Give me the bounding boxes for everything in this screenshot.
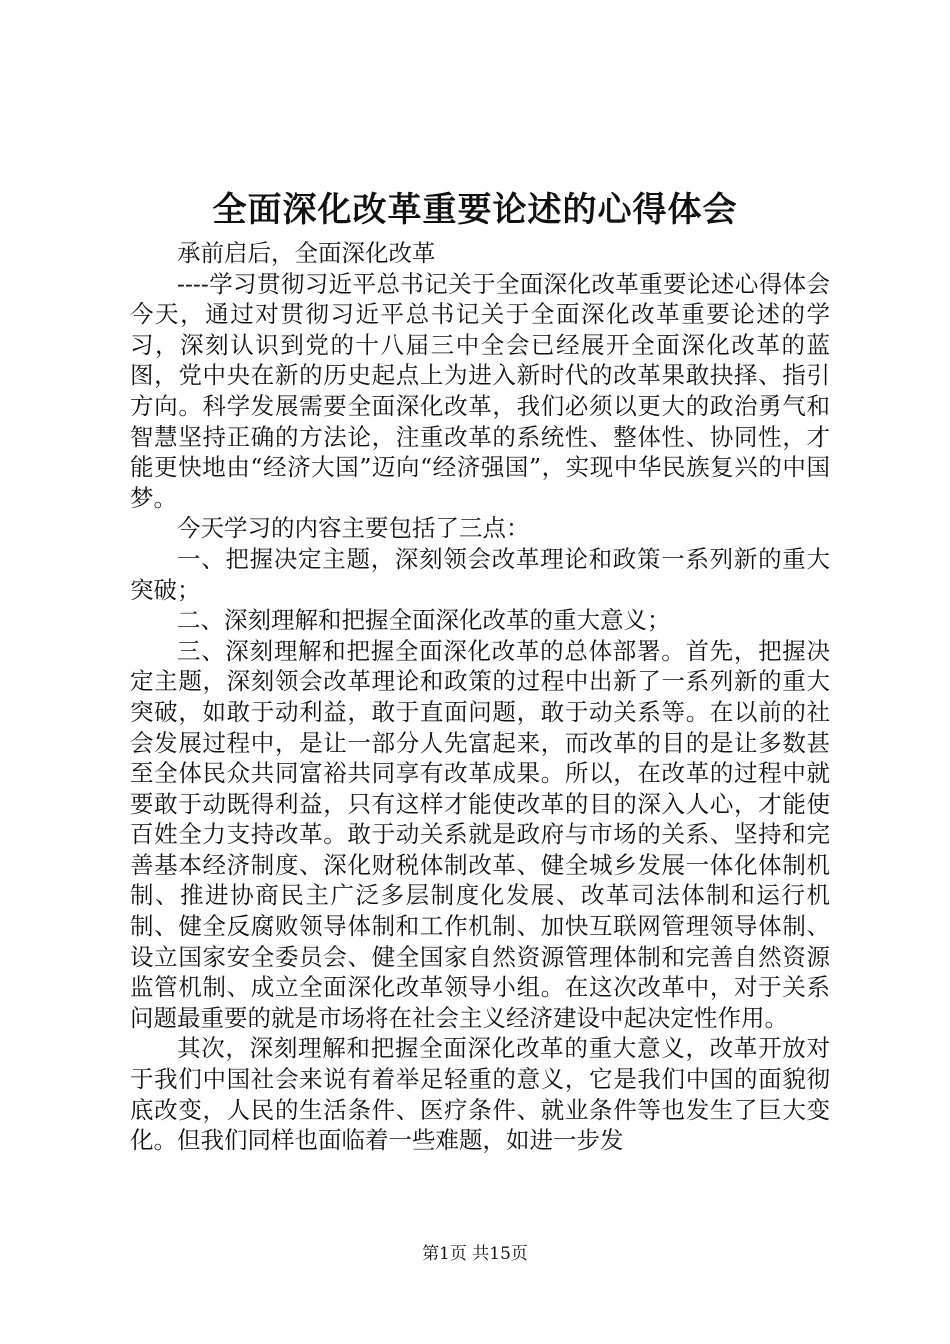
paragraph-point-three: 三、深刻理解和把握全面深化改革的总体部署。首先，把握决定主题，深刻领会改革理论和政策的过程中出新了一系列新的重大突破，如敢于动利益，敢于直面问题，敢于动关系等。在以前的社会发展过程中，是让一部分人先富起来，而改革的目的是让多数甚至全体民众共同富裕共同享有改革成果。所以，在改革的过程中就要敢于动既得利益，只有这样才能使改革的目的深入人心，才能使百姓全力支持改革。敢于动关系就是政府与市场的关系、坚持和完善基本经济制度、深化财税体制改革、健全城乡发展一体化体制机制、推进协商民主广泛多层制度化发展、改革司法体制和运行机制、健全反腐败领导体制和工作机制、加快互联网管理领导体制、设立国家安全委员会、健全国家自然资源管理体制和完善自然资源监管机制、成立全面深化改革领导小组。在这次改革中，对于关系问题最重要的就是市场将在社会主义经济建设中起决定性作用。 — [130, 636, 830, 1032]
document-body — [130, 238, 830, 1156]
paragraph-subtitle: 承前启后，全面深化改革 — [177, 239, 436, 267]
paragraph-point-two: 二、深刻理解和把握全面深化改革的重大意义； — [177, 606, 671, 635]
paragraph-second: 其次，深刻理解和把握全面深化改革的重大意义，改革开放对于我们中国社会来说有着举足轻重的意义，它是我们中国的面貌彻底改变，人民的生活条件、医疗条件、就业条件等也发生了巨大变化。但我们同样也面临着一些难题，如进一步发 — [130, 1034, 830, 1155]
page-number-footer: 第1页 共15页 — [422, 1244, 528, 1264]
paragraph-point-one: 一、把握决定主题，深刻领会改革理论和政策一系列新的重大突破； — [130, 544, 830, 604]
document-title: 全面深化改革重要论述的心得体会 — [212, 190, 738, 230]
paragraph-contents-summary: 今天学习的内容主要包括了三点： — [177, 514, 530, 543]
paragraph-intro: ----学习贯彻习近平总书记关于全面深化改革重要论述心得体会今天，通过对贯彻习近平总书记关于全面深化改革重要论述的学习，深刻认识到党的十八届三中全会已经展开全面深化改革的蓝图，党中央在新的历史起点上为进入新时代的改革果敢抉择、指引方向。科学发展需要全面深化改革，我们必须以更大的政治勇气和智慧坚持正确的方法论，注重改革的系统性、整体性、协同性，才能更快地由“经济大国”迈向“经济强国”，实现中华民族复兴的中国梦。 — [130, 269, 830, 512]
